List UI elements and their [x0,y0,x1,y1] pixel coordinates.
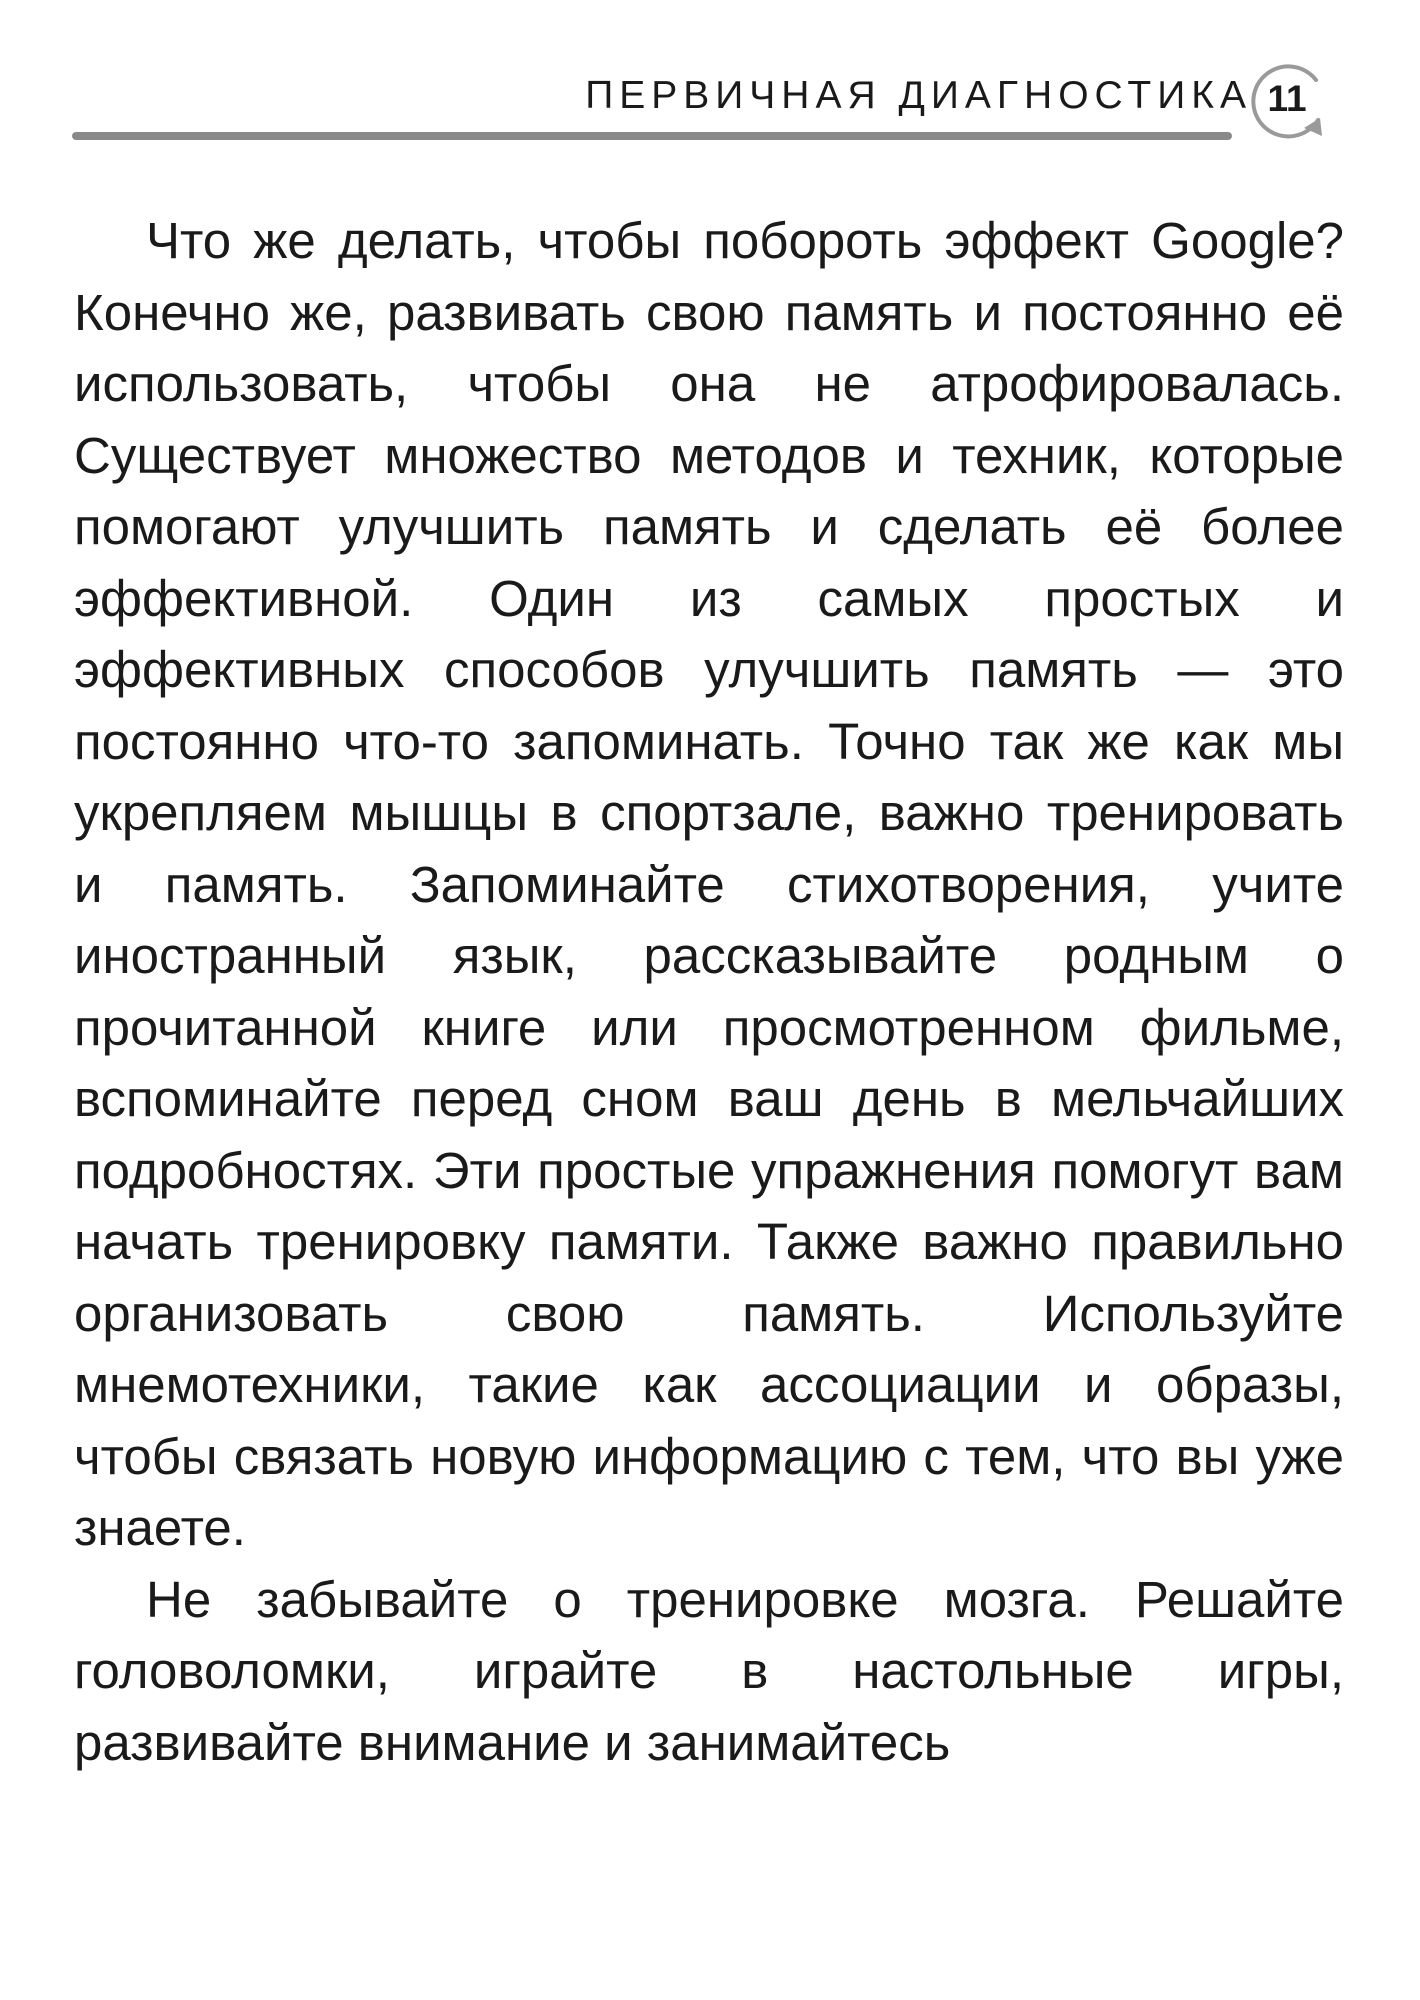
page-number-badge [1246,58,1336,148]
paragraph: Что же делать, чтобы побороть эффект Google? Конечно же, развивать свою память и постоянно её использовать, чтобы она не атрофировалась. Существует множество методов и техник, которые помогают улучшить память и сделать её более эффективной. Один из самых простых и эффективных способов улучшить память — это постоянно что-то запоминать. Точно так же как мы укрепляем мышцы в спортзале, важно тренировать и память. Запоминайте стихотворения, учите иностранный язык, рассказывайте родным о прочитанной книге или просмотренном фильме, вспоминайте перед сном ваш день в мельчайших подробностях. Эти простые упражнения помогут вам начать тренировку памяти. Также важно правильно организовать свою память. Используйте мнемотехники, такие как ассоциации и образы, чтобы связать новую информацию с тем, что вы уже знаете. [74,212,1344,1556]
header-rule [72,132,1232,140]
body-text [74,205,1344,1778]
page-number: 11 [1267,78,1307,119]
page-header [0,0,1420,150]
paragraph: Не забывайте о тренировке мозга. Решайте головоломки, играйте в настольные игры, развивайте внимание и занимайтесь [74,1570,1344,1771]
running-title: ПЕРВИЧНАЯ ДИАГНОСТИКА [585,74,1252,117]
